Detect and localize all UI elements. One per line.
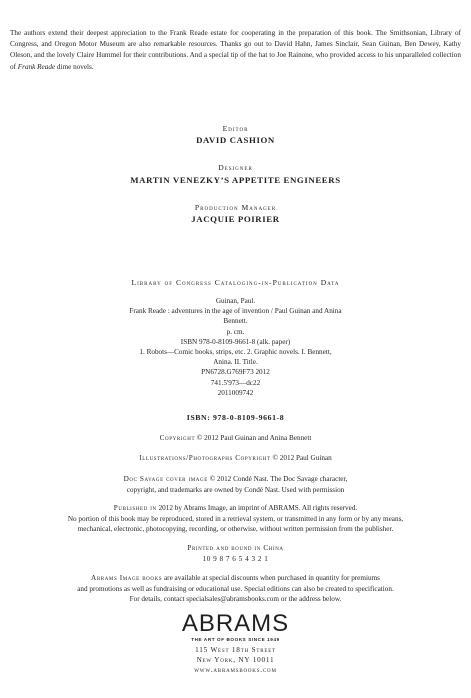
ack-italic: Frank Reade xyxy=(17,62,56,71)
ack-text-end: dime novels. xyxy=(55,62,94,71)
illustrations-line xyxy=(0,453,471,464)
published-line xyxy=(0,503,471,514)
cip-line: 741.5'973—dc22 xyxy=(210,378,261,387)
doc-savage-line xyxy=(0,474,471,485)
cip-line: PN6728.G769F73 2012 xyxy=(201,368,270,377)
cip-line: Guinan, Paul. xyxy=(215,297,256,305)
cip-line: p. cm. xyxy=(226,327,245,336)
illustrations-text: © 2012 Paul Guinan xyxy=(272,454,332,462)
cip-line: Anina. II. Title. xyxy=(213,358,258,367)
publisher-address xyxy=(0,645,471,675)
published-text: 2012 by Abrams Image, an imprint of ABRAMS. All rights reserved. xyxy=(158,504,358,512)
ack-text: The authors extend their deepest appreciation to the Frank Reade estate for cooperating in the preparation of this book. The Smithsonian, Library of Congress, and Oregon Motor Museum are also remarkable resources. Thanks go out to David Hahn, James Sinclair, Sean Guinan, Ben Dewey, Kathy Oleson, and the lovely Claire Hummel for their contributions. And a special tip of the hat to Joe Rainone, who provided access to his unparalleled collection of xyxy=(10,29,461,71)
published-label: Published in xyxy=(113,504,157,512)
copyright-text: © 2012 Paul Guinan and Anina Bennett xyxy=(196,434,312,442)
doc-savage-block xyxy=(0,474,471,495)
editor-name: DAVID CASHION xyxy=(196,135,275,145)
production-role: Production Manager xyxy=(194,203,277,212)
cip-title: Library of Congress Cataloging-in-Publication Data xyxy=(131,278,340,287)
printed-block xyxy=(0,543,471,564)
address-street: 115 West 18th Street xyxy=(195,646,276,654)
special-sales-text: are available at special discounts when purchased in quantity for premiums xyxy=(163,574,380,582)
cip-line: Frank Reade : adventures in the age of invention / Paul Guinan and Anina xyxy=(129,307,342,316)
logo-wordmark: ABRAMS xyxy=(181,610,290,637)
special-sales-label: Abrams Image books xyxy=(91,574,163,582)
copyright-label: Copyright xyxy=(159,434,196,442)
address-city: New York, NY 10011 xyxy=(196,656,275,664)
doc-savage-line-2: copyright, and trademarks are owned by Condé Nast. Used with permission xyxy=(126,485,345,494)
cip-block xyxy=(0,296,471,398)
cip-line: Bennett. xyxy=(223,317,248,326)
published-line-2: No portion of this book may be reproduced, stored in a retrieval system, or transmitted in any form or by any means, xyxy=(67,514,404,523)
address-website: www.abramsbooks.com xyxy=(194,666,277,674)
illustrations-label: Illustrations/Photographs Copyright xyxy=(139,454,271,462)
published-line-3: mechanical, electronic, photocopying, recording, or otherwise, without written permission from the publisher. xyxy=(77,525,394,533)
special-sales-line-2: and promotions as well as fundraising or educational use. Special editions can also be created to specification. xyxy=(77,584,394,593)
printed-label: Printed and bound in China xyxy=(187,544,284,552)
designer-name: MARTIN VENEZKY’S APPETITE ENGINEERS xyxy=(130,175,341,185)
abrams-logo xyxy=(0,612,471,642)
isbn: ISBN: 978-0-8109-9661-8 xyxy=(186,413,285,422)
special-sales-line-3: For details, contact specialsales@abramsbooks.com or the address below. xyxy=(129,595,342,603)
cip-line: 1. Robots—Comic books, strips, etc. 2. Graphic novels. I. Bennett, xyxy=(139,348,332,357)
doc-savage-text: © 2012 Condé Nast. The Doc Savage character, xyxy=(209,475,348,483)
special-sales-line xyxy=(0,573,471,584)
printing-numbers: 10 9 8 7 6 5 4 3 2 1 xyxy=(202,554,269,563)
logo-tagline: THE ART OF BOOKS SINCE 1949 xyxy=(191,637,280,642)
editor-role: Editor xyxy=(222,124,249,133)
cip-line: 2011009742 xyxy=(217,388,254,397)
production-name: JACQUIE POIRIER xyxy=(191,214,280,224)
doc-savage-label: Doc Savage cover image xyxy=(123,475,208,483)
special-sales-block xyxy=(0,573,471,605)
cip-line: ISBN 978-0-8109-9661-8 (alk. paper) xyxy=(180,337,291,346)
designer-role: Designer xyxy=(218,163,253,172)
published-block xyxy=(0,503,471,535)
copyright-line xyxy=(0,433,471,444)
acknowledgments xyxy=(10,28,461,73)
